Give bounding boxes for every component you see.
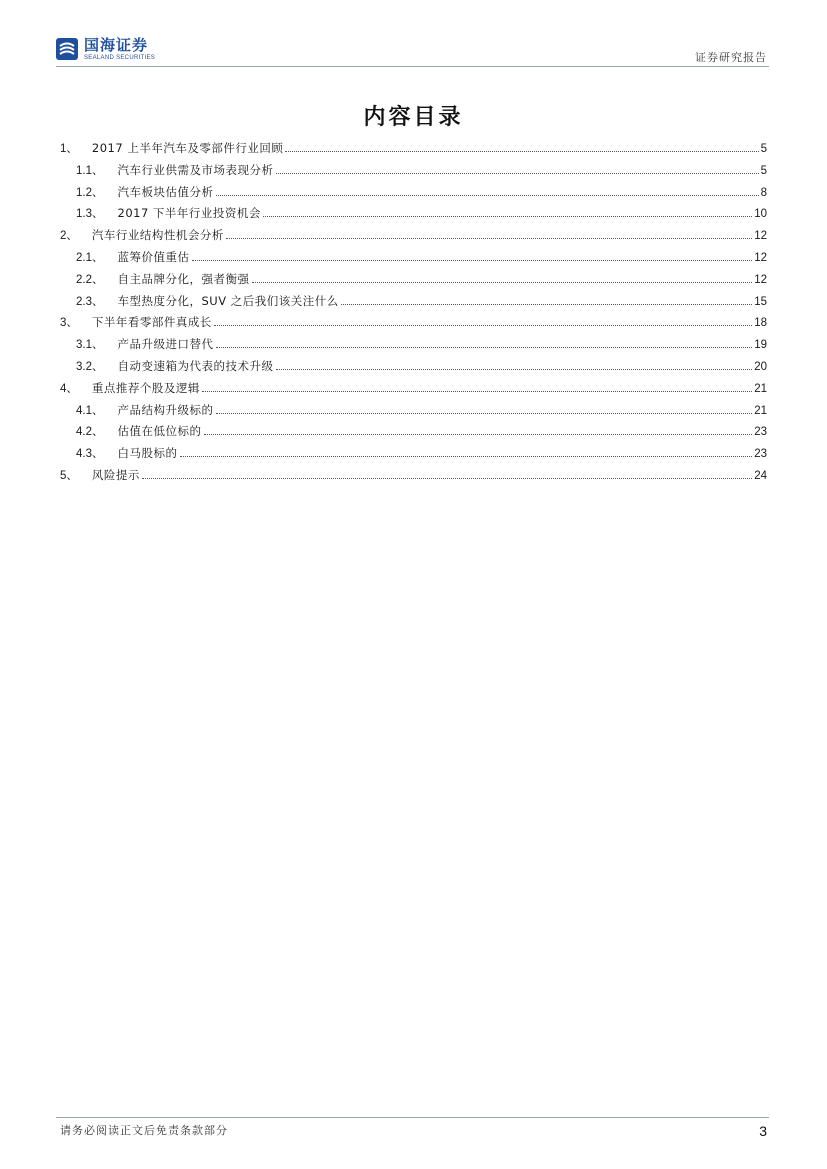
toc-entry[interactable]	[76, 184, 767, 202]
toc-entry-number: 2.1、	[76, 252, 104, 264]
toc-entry-number: 2.2、	[76, 273, 104, 286]
toc-entry-label: 下半年看零部件真成长	[91, 315, 212, 330]
toc-entry[interactable]	[76, 249, 767, 267]
toc-entry[interactable]	[76, 271, 767, 289]
toc-entry[interactable]	[76, 358, 767, 376]
toc-entry-label: 产品升级进口替代	[117, 337, 214, 352]
toc-entry[interactable]	[76, 293, 767, 311]
toc-leader-dots	[341, 304, 752, 305]
toc-entry[interactable]	[60, 467, 767, 485]
toc-title: 内容目录	[363, 105, 464, 130]
sealand-logo-icon	[56, 38, 78, 60]
toc-leader-dots	[252, 282, 753, 283]
toc-entry-number: 4、	[60, 382, 78, 395]
toc-entry[interactable]	[76, 205, 767, 223]
toc-leader-dots	[276, 369, 753, 370]
toc-entry-number: 4.1、	[76, 404, 104, 417]
toc-leader-dots	[226, 238, 752, 239]
toc-entry-number: 4.3、	[76, 448, 104, 461]
toc-entry-number: 3.2、	[76, 361, 104, 373]
page-number: 3	[759, 1123, 767, 1139]
toc-entry[interactable]	[76, 336, 767, 354]
toc-entry-number: 2、	[60, 230, 78, 243]
toc-leader-dots	[285, 151, 758, 152]
toc-leader-dots	[216, 347, 753, 348]
toc-entry-label: 车型热度分化，SUV 之后我们该关注什么	[117, 293, 339, 308]
company-logo	[56, 34, 155, 64]
toc-entry-page: 23	[754, 448, 767, 461]
toc-entry-number: 4.2、	[76, 426, 104, 439]
logo-chinese-name: 国海证券	[84, 35, 149, 54]
toc-entry-label: 产品结构升级标的	[117, 402, 214, 417]
toc-entry-label: 估值在低位标的	[117, 424, 202, 439]
toc-entry-label: 白马股标的	[117, 446, 178, 461]
toc-entry-page: 5	[760, 143, 767, 155]
toc-entry-page: 20	[754, 361, 767, 373]
toc-entry-page: 12	[754, 273, 767, 286]
toc-entry-page: 5	[760, 164, 767, 177]
toc-leader-dots	[216, 413, 753, 414]
toc-entry-label: 汽车行业结构性机会分析	[91, 228, 224, 243]
toc-entry-label: 2017 下半年行业投资机会	[117, 206, 261, 221]
toc-leader-dots	[202, 391, 752, 392]
page-header	[56, 34, 769, 67]
toc-entry-label: 蓝筹价值重估	[117, 250, 190, 264]
toc-leader-dots	[214, 325, 752, 326]
toc-entry-page: 21	[754, 404, 767, 417]
logo-english-name: SEALAND SECURITIES	[84, 54, 156, 61]
toc-leader-dots	[180, 456, 753, 457]
page-footer	[56, 1117, 769, 1148]
toc-leader-dots	[192, 260, 753, 261]
toc-entry-label: 自动变速箱为代表的技术升级	[117, 359, 274, 373]
toc-entry-number: 1.2、	[76, 186, 104, 199]
toc-entry[interactable]	[76, 162, 767, 180]
toc-entry-number: 2.3、	[76, 295, 104, 308]
toc-entry[interactable]	[60, 140, 767, 158]
toc-entry-number: 3.1、	[76, 339, 104, 352]
toc-entry-page: 24	[754, 470, 767, 482]
toc-entry-page: 8	[760, 186, 767, 199]
toc-entry[interactable]	[76, 402, 767, 420]
toc-leader-dots	[142, 478, 752, 479]
toc-entry-page: 18	[754, 317, 767, 330]
toc-entry-label: 2017 上半年汽车及零部件行业回顾	[91, 141, 284, 155]
toc-entry-page: 19	[754, 339, 767, 352]
toc-entry-label: 风险提示	[91, 468, 140, 482]
report-type: 证券研究报告	[695, 51, 767, 64]
toc-entry-number: 3、	[60, 317, 78, 330]
toc-entry-number: 1.3、	[76, 208, 104, 221]
toc-leader-dots	[216, 195, 759, 196]
toc-entry[interactable]	[76, 423, 767, 441]
toc-entry-page: 23	[754, 426, 767, 439]
toc-entry-number: 1、	[60, 143, 78, 155]
toc-entry[interactable]	[60, 227, 767, 245]
toc-entry-page: 21	[754, 382, 767, 395]
toc-entry-page: 12	[754, 252, 767, 264]
toc-entry-label: 重点推荐个股及逻辑	[91, 380, 200, 395]
toc-entry-number: 5、	[60, 470, 78, 482]
toc-entry-label: 自主品牌分化，强者衡强	[117, 271, 250, 286]
toc-entry[interactable]	[60, 314, 767, 332]
toc-entry[interactable]	[60, 380, 767, 398]
toc-entry-page: 12	[754, 230, 767, 243]
toc-leader-dots	[276, 173, 759, 174]
disclaimer-note: 请务必阅读正文后免责条款部分	[60, 1124, 228, 1137]
toc-entry-label: 汽车行业供需及市场表现分析	[117, 162, 274, 177]
toc-entry-page: 15	[754, 295, 767, 308]
toc-entry-page: 10	[754, 208, 767, 221]
toc-entry[interactable]	[76, 445, 767, 463]
toc-leader-dots	[204, 434, 753, 435]
toc-entry-label: 汽车板块估值分析	[117, 184, 214, 199]
toc-entry-number: 1.1、	[76, 164, 104, 177]
toc-leader-dots	[263, 216, 752, 217]
